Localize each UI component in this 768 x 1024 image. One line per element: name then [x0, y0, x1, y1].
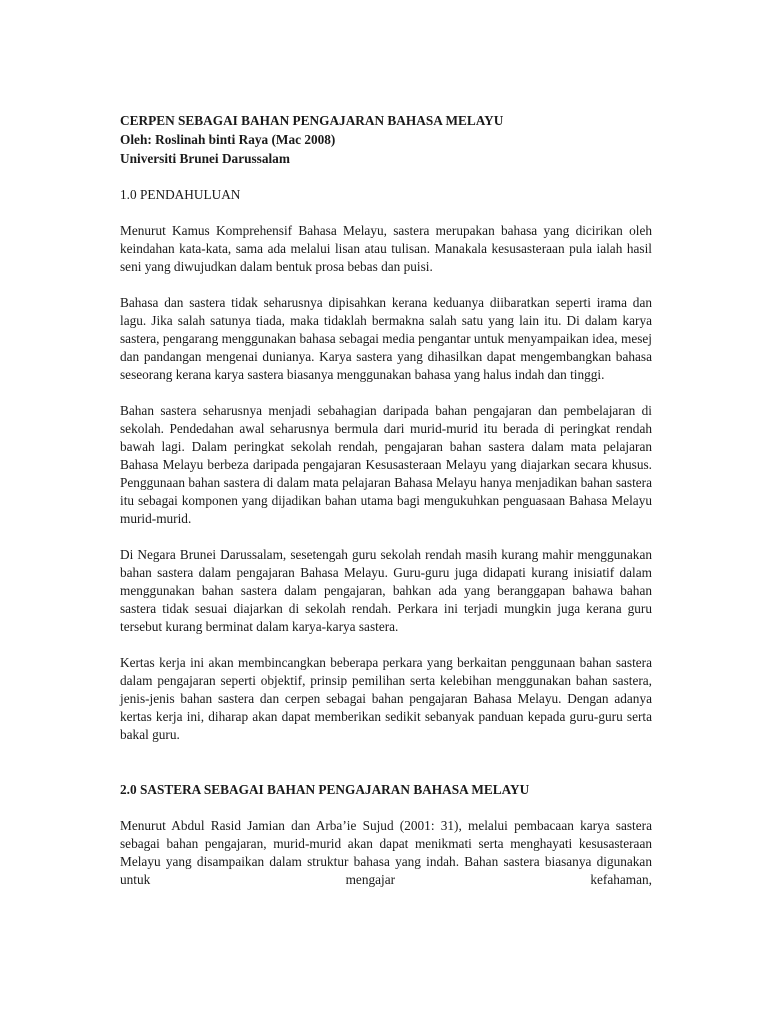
document-title: CERPEN SEBAGAI BAHAN PENGAJARAN BAHASA MELAYU	[120, 113, 504, 128]
paragraph: Menurut Abdul Rasid Jamian dan Arba’ie Sujud (2001: 31), melalui pembacaan karya sastera sebagai bahan pengajaran, murid-murid akan dapat menikmati serta menghayati kesusasteraan Melayu yang disampaikan dalam struktur bahasa yang indah. Bahan sastera biasanya digunakan untuk mengajar kefahaman,	[120, 818, 652, 887]
document-page	[120, 111, 652, 889]
paragraph: Di Negara Brunei Darussalam, sesetengah guru sekolah rendah masih kurang mahir menggunakan bahan sastera dalam pengajaran Bahasa Melayu. Guru-guru juga didapati kurang inisiatif dalam menggunakan bahan sastera dalam pengajaran, bahkan ada yang beranggapan bahawa bahan sastera tidak sesuai diajarkan di sekolah rendah. Perkara ini terjadi mungkin juga kerana guru tersebut kurang berminat dalam karya-karya sastera.	[120, 547, 652, 634]
section-1-heading: 1.0 PENDAHULUAN	[120, 187, 241, 202]
paragraph: Menurut Kamus Komprehensif Bahasa Melayu, sastera merupakan bahasa yang dicirikan oleh keindahan kata-kata, sama ada melalui lisan atau tulisan. Manakala kesusasteraan pula ialah hasil seni yang diwujudkan dalam bentuk prosa bebas dan puisi.	[120, 223, 652, 274]
title-block	[120, 111, 652, 168]
paragraph: Kertas kerja ini akan membincangkan beberapa perkara yang berkaitan penggunaan bahan sastera dalam pengajaran seperti objektif, prinsip pemilihan serta kelebihan menggunakan bahan sastera, jenis-jenis bahan sastera dan cerpen sebagai bahan pengajaran Bahasa Melayu. Dengan adanya kertas kerja ini, diharap akan dapat memberikan sedikit sebanyak panduan kepada guru-guru serta bakal guru.	[120, 655, 652, 742]
paragraph: Bahasa dan sastera tidak seharusnya dipisahkan kerana keduanya diibaratkan seperti irama dan lagu. Jika salah satunya tiada, maka tidaklah bermakna salah satu yang lain itu. Di dalam karya sastera, pengarang menggunakan bahasa sebagai media pengantar untuk menyampaikan idea, mesej dan pandangan mengenai dunianya. Karya sastera yang dihasilkan dapat mengembangkan bahasa seseorang kerana karya sastera biasanya menggunakan bahasa yang halus indah dan tinggi.	[120, 295, 652, 382]
paragraph: Bahan sastera seharusnya menjadi sebahagian daripada bahan pengajaran dan pembelajaran di sekolah. Pendedahan awal seharusnya bermula dari murid-murid itu berada di peringkat rendah bawah lagi. Dalam peringkat sekolah rendah, pengajaran bahan sastera dalam mata pelajaran Bahasa Melayu berbeza daripada pengajaran Kesusasteraan Melayu yang diajarkan secara khusus. Penggunaan bahan sastera di dalam mata pelajaran Bahasa Melayu hanya menjadikan bahan sastera itu sebagai komponen yang dijadikan bahan utama bagi mengukuhkan penguasaan Bahasa Melayu murid-murid.	[120, 403, 652, 526]
institution-line: Universiti Brunei Darussalam	[120, 151, 290, 166]
author-line: Oleh: Roslinah binti Raya (Mac 2008)	[120, 132, 336, 147]
section-2-heading: 2.0 SASTERA SEBAGAI BAHAN PENGAJARAN BAHASA MELAYU	[120, 782, 530, 797]
